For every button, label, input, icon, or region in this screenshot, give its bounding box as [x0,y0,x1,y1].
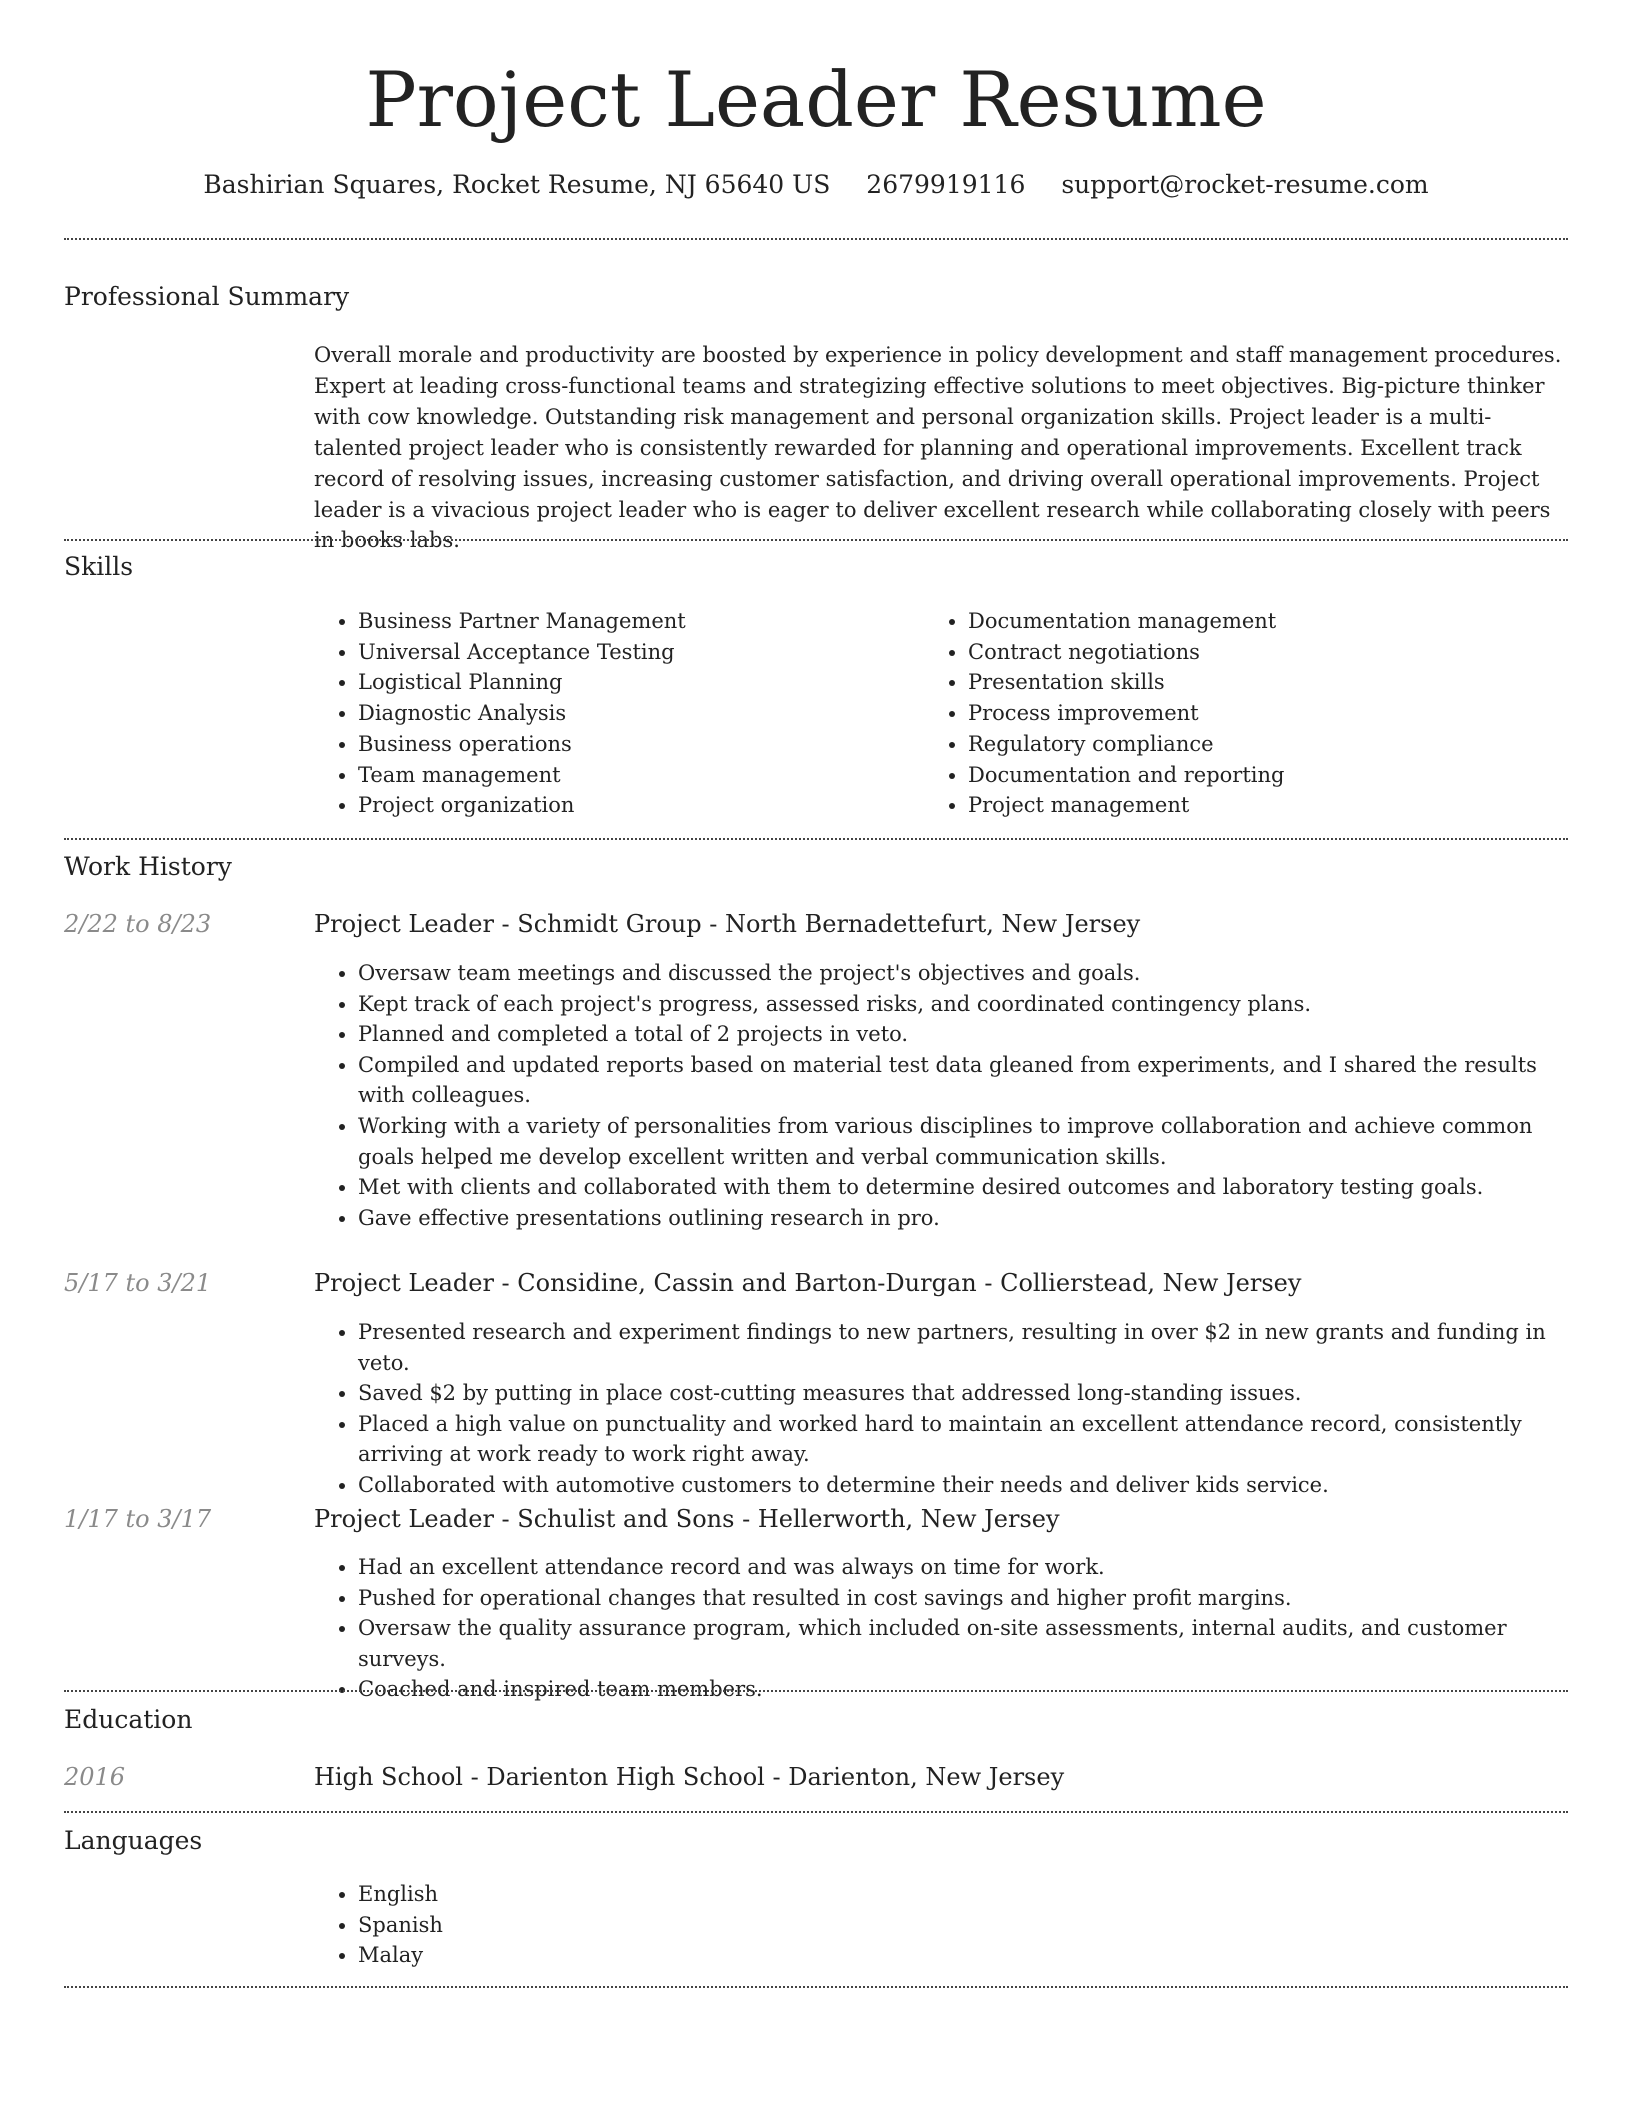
job-bullet: • Met with clients and collaborated with them to determine desired outcomes and laboratory testing goals. [358,1172,1570,1203]
job-bullets [314,1552,1570,1705]
job-bullet: • Oversaw the quality assurance program, which included on-site assessments, internal audits, and customer surveys. [358,1613,1570,1674]
job-dates: 1/17 to 3/17 [64,1505,212,1533]
job-dates: 5/17 to 3/21 [64,1269,212,1297]
skill-item: • Team management [358,760,938,791]
skill-item: • Documentation management [968,606,1548,637]
job-bullet: • Compiled and updated reports based on material test data gleaned from experiments, and I shared the results with colleagues. [358,1050,1570,1111]
education-heading: Education [64,1705,193,1734]
job-bullet: • Had an excellent attendance record and was always on time for work. [358,1552,1570,1583]
job-bullet: • Presented research and experiment findings to new partners, resulting in over $2 in new grants and funding in veto. [358,1317,1570,1378]
job-bullet: • Planned and completed a total of 2 projects in veto. [358,1019,1570,1050]
job-bullet: • Coached and inspired team members. [358,1674,1570,1705]
skill-item: • Documentation and reporting [968,760,1548,791]
languages-heading: Languages [64,1826,203,1855]
contact-address: Bashirian Squares, Rocket Resume, NJ 65640 US [203,170,831,199]
skill-item: • Project organization [358,790,938,821]
skills-list-left [314,606,938,821]
section-divider [64,838,1568,840]
job-bullet: • Kept track of each project's progress, assessed risks, and coordinated contingency plans. [358,989,1570,1020]
job-bullet: • Saved $2 by putting in place cost-cutting measures that addressed long-standing issues. [358,1378,1570,1409]
job-bullet: • Working with a variety of personalities from various disciplines to improve collaboration and achieve common goals helped me develop excellent written and verbal communication skills. [358,1111,1570,1172]
job-bullets [314,1317,1570,1501]
skill-item: • Diagnostic Analysis [358,698,938,729]
section-divider [64,1811,1568,1813]
job-bullet: • Oversaw team meetings and discussed the project's objectives and goals. [358,958,1570,989]
skills-heading: Skills [64,552,134,581]
job-bullet: • Gave effective presentations outlining research in pro. [358,1203,1570,1234]
summary-text: Overall morale and productivity are boosted by experience in policy development and staff management procedures. Expert at leading cross-functional teams and strategizing effective solutions to meet objectives. Big-picture thinker with cow knowledge. Outstanding risk management and personal organization skills. Project leader is a multi-talented project leader who is consistently rewarded for planning and operational improvements. Excellent track record of resolving issues, increasing customer satisfaction, and driving overall operational improvements. Project leader is a vivacious project leader who is eager to deliver excellent research while collaborating closely with peers in books labs. [314,343,1562,553]
skill-item: • Business operations [358,729,938,760]
skill-item: • Logistical Planning [358,667,938,698]
language-item: • Spanish [358,1910,1570,1941]
resume-title: Project Leader Resume [365,55,1267,144]
skill-item: • Universal Acceptance Testing [358,637,938,668]
job-bullets [314,958,1570,1233]
job-title: Project Leader - Considine, Cassin and Barton-Durgan - Collierstead, New Jersey [314,1269,1302,1297]
section-divider [64,1690,1568,1692]
skill-item: • Contract negotiations [968,637,1548,668]
education-entry: High School - Darienton High School - Darienton, New Jersey [314,1763,1065,1791]
contact-email: support@rocket-resume.com [1061,170,1429,199]
summary-heading: Professional Summary [64,282,350,311]
language-item: • Malay [358,1940,1570,1971]
contact-line [0,168,1632,202]
contact-phone: 2679919116 [866,170,1026,199]
section-divider [64,1986,1568,1988]
skill-item: • Project management [968,790,1548,821]
skill-item: • Business Partner Management [358,606,938,637]
job-bullet: • Pushed for operational changes that resulted in cost savings and higher profit margins. [358,1583,1570,1614]
skill-item: • Presentation skills [968,667,1548,698]
job-title: Project Leader - Schmidt Group - North Bernadettefurt, New Jersey [314,910,1141,938]
skills-list-right [924,606,1548,821]
job-title: Project Leader - Schulist and Sons - Hellerworth, New Jersey [314,1505,1060,1533]
job-dates: 2/22 to 8/23 [64,910,212,938]
work-heading: Work History [64,852,232,881]
section-divider [64,539,1568,541]
education-year: 2016 [64,1763,126,1791]
language-item: • English [358,1879,1570,1910]
job-bullet: • Collaborated with automotive customers to determine their needs and deliver kids service. [358,1470,1570,1501]
job-bullet: • Placed a high value on punctuality and worked hard to maintain an excellent attendance record, consistently arriving at work ready to work right away. [358,1409,1570,1470]
skill-item: • Process improvement [968,698,1548,729]
languages-list [314,1879,1570,1971]
skill-item: • Regulatory compliance [968,729,1548,760]
section-divider [64,238,1568,240]
